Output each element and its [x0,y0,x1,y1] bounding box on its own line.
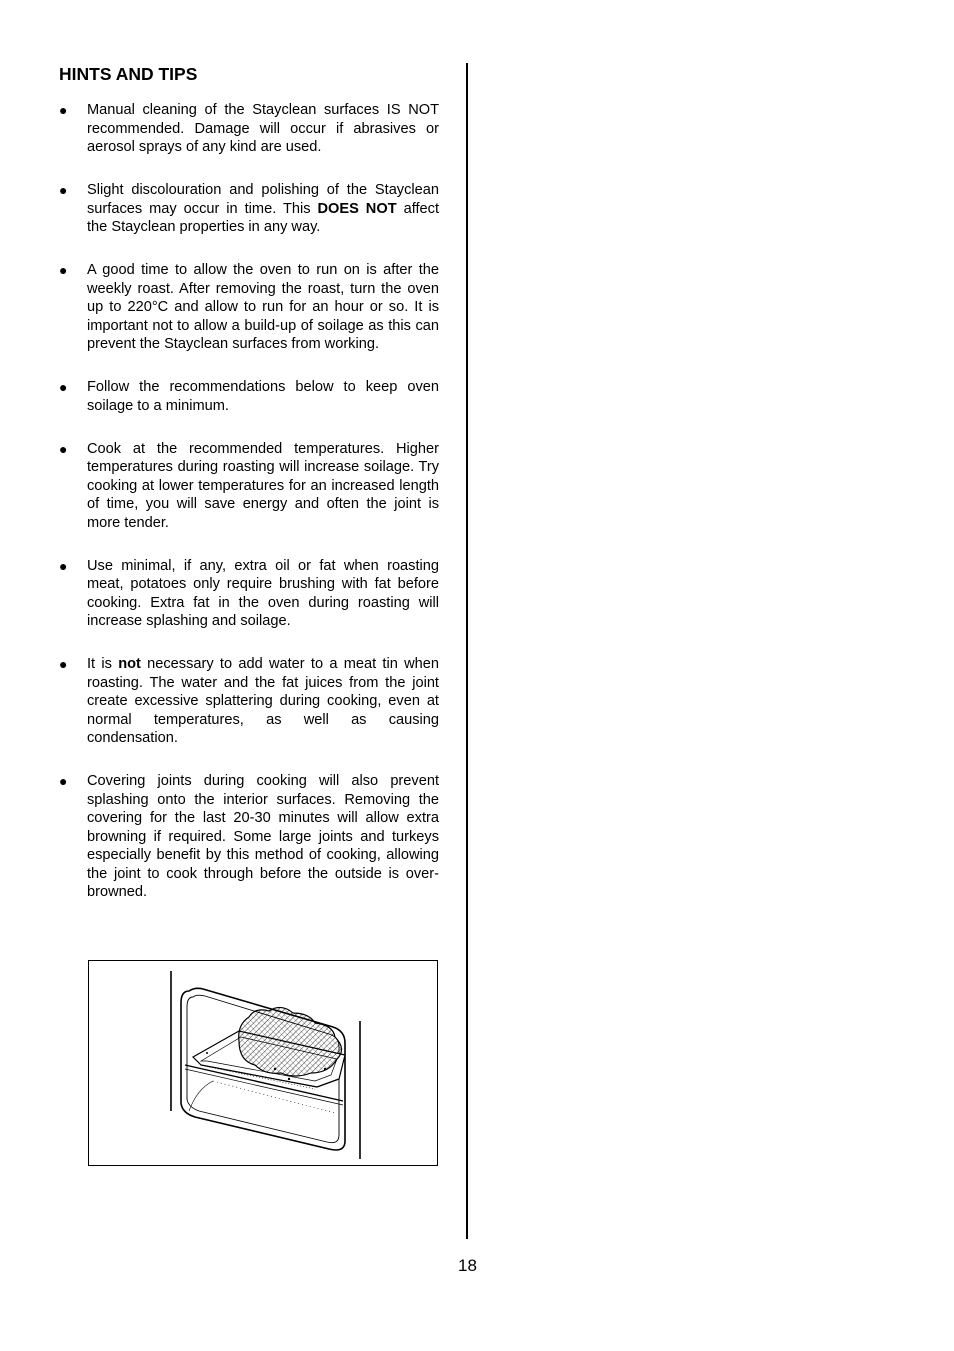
list-item [59,101,439,157]
tip-text: affect the Stayclean properties in any way. [87,200,440,235]
tip-text: necessary to add water to a meat tin when roasting. The water and the fat juices from the joint create excessive splattering during cooking, even at normal temperatures, as well as causing condensation. [87,656,440,746]
tip-text: Use minimal, if any, extra oil or fat when roasting meat, potatoes only require brushing with fat before cooking. Extra fat in the oven during roasting will increase splashing and soilage. [87,557,439,629]
bullet-icon: ● [59,182,68,198]
tip-text: Manual cleaning of the Stayclean surfaces IS NOT recommended. Damage will occur if abrasives or aerosol sprays of any kind are used. [87,102,439,155]
tip-text: A good time to allow the oven to run on is after the weekly roast. After removing the roast, turn the oven up to 220°C and allow to run for an hour or so. It is important not to allow a build-up of soilage as this can prevent the Stayclean surfaces from working. [87,262,439,352]
bullet-icon: ● [59,379,68,395]
emphasis-text: DOES NOT [317,200,397,217]
section-heading: HINTS AND TIPS [59,64,198,84]
list-item [59,261,439,354]
list-item [59,440,439,533]
list-item [59,181,439,237]
column-divider [466,63,468,1239]
bullet-icon: ● [59,557,68,574]
oven-roasting-icon [89,961,439,1167]
tip-text: Covering joints during cooking will also prevent splashing onto the interior surfaces. Removing the covering for the last 20-30 minutes will allow extra browning if required. Some large joints and turkeys especially benefit by this method of cooking, allowing the joint to cook through before the outside is over-browned. [87,773,439,900]
tip-text: It is [87,656,119,672]
bullet-icon: ● [59,773,68,789]
emphasis-text: not [118,656,141,672]
list-item [59,655,439,748]
bullet-icon: ● [59,102,68,118]
tips-list [59,101,439,926]
bullet-icon: ● [59,262,68,278]
tip-text: Cook at the recommended temperatures. Higher temperatures during roasting will increase soilage. Try cooking at lower temperatures for an increased length of time, you will save energy and often the joint is more tender. [87,440,439,531]
list-item [59,378,439,415]
list-item [59,772,439,902]
oven-roasting-illustration [88,960,438,1166]
list-item [59,557,439,631]
tip-text: Follow the recommendations below to keep oven soilage to a minimum. [87,379,439,414]
bullet-icon: ● [59,440,68,457]
tip-text: Slight discolouration and polishing of the Stayclean surfaces may occur in time. This [87,182,439,217]
page-number: 18 [458,1256,477,1275]
bullet-icon: ● [59,656,68,672]
